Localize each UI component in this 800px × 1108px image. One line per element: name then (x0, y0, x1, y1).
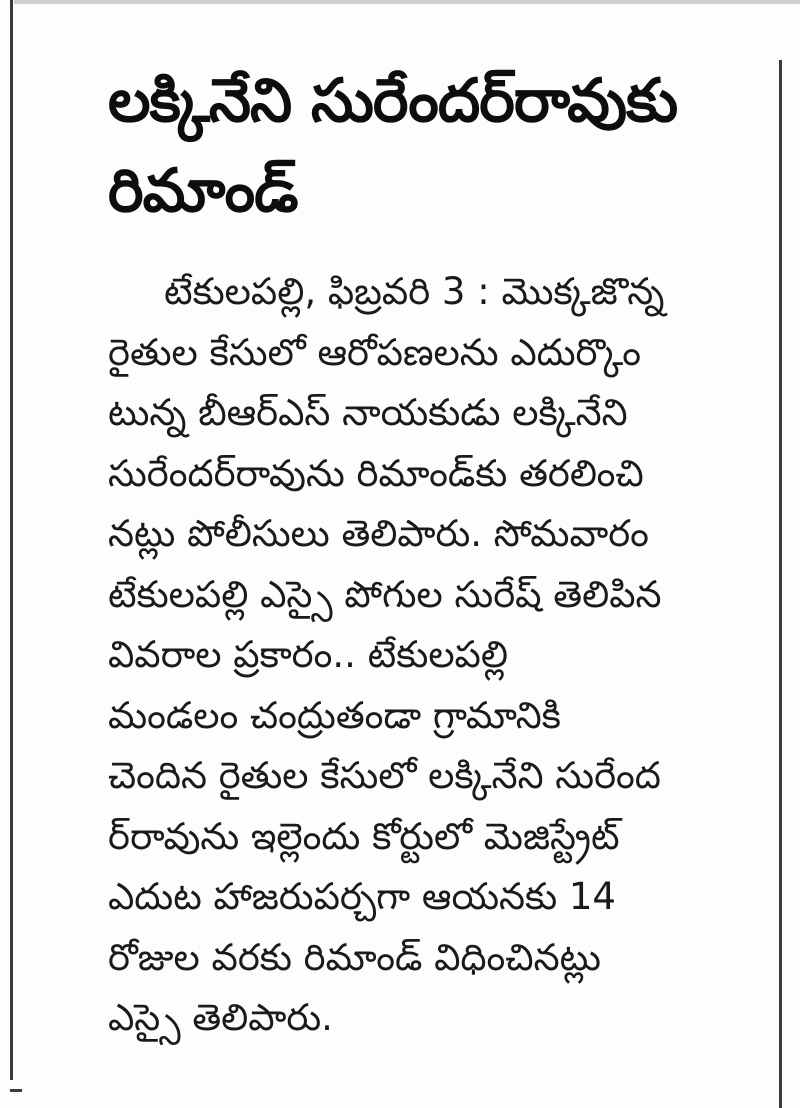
article-headline (108, 56, 768, 236)
body-line: నట్లు పోలీసులు తెలిపారు. సోమవారం (108, 512, 649, 555)
left-border-rule (10, 0, 13, 1080)
body-line: ఎస్సై తెలిపారు. (108, 996, 333, 1039)
top-border-rule (14, 0, 800, 4)
bottom-border-tick (10, 1089, 22, 1092)
body-line: టేకులపల్లి ఎస్సై పోగుల సురేష్‌ తెలిపిన (108, 572, 662, 616)
body-line: సురేందర్‌రావును రిమాండ్‌కు తరలించి (108, 451, 644, 495)
column-divider-rule (779, 60, 782, 1108)
headline-line-2: రిమాండ్‌ (108, 156, 298, 226)
headline-line-1: లక్కినేని సురేందర్‌రావుకు (108, 66, 678, 136)
body-line: మండలం చంద్రుతండా గ్రామానికి (108, 693, 561, 737)
article-body (108, 262, 768, 1049)
body-line: ఎదుట హాజరుపర్చగా ఆయనకు 14 (108, 875, 616, 918)
body-line: రైతుల కేసులో ఆరోపణలను ఎదుర్కొం (108, 330, 642, 374)
body-line: ర్‌రావును ఇల్లెందు కోర్టులో మెజిస్ట్రేట్‌ (108, 814, 620, 858)
body-line-dateline: టేకులపల్లి, ఫిబ్రవరి 3 : మొక్కజొన్న (164, 270, 665, 313)
body-line: వివరాల ప్రకారం.. టేకులపల్లి (108, 633, 508, 676)
body-line: టున్న బీఆర్‌ఎస్‌ నాయకుడు లక్కినేని (108, 391, 628, 434)
body-line: రోజుల వరకు రిమాండ్‌ విధించినట్లు (108, 935, 601, 979)
body-line: చెందిన రైతుల కేసులో లక్కినేని సురేంద (108, 754, 661, 797)
